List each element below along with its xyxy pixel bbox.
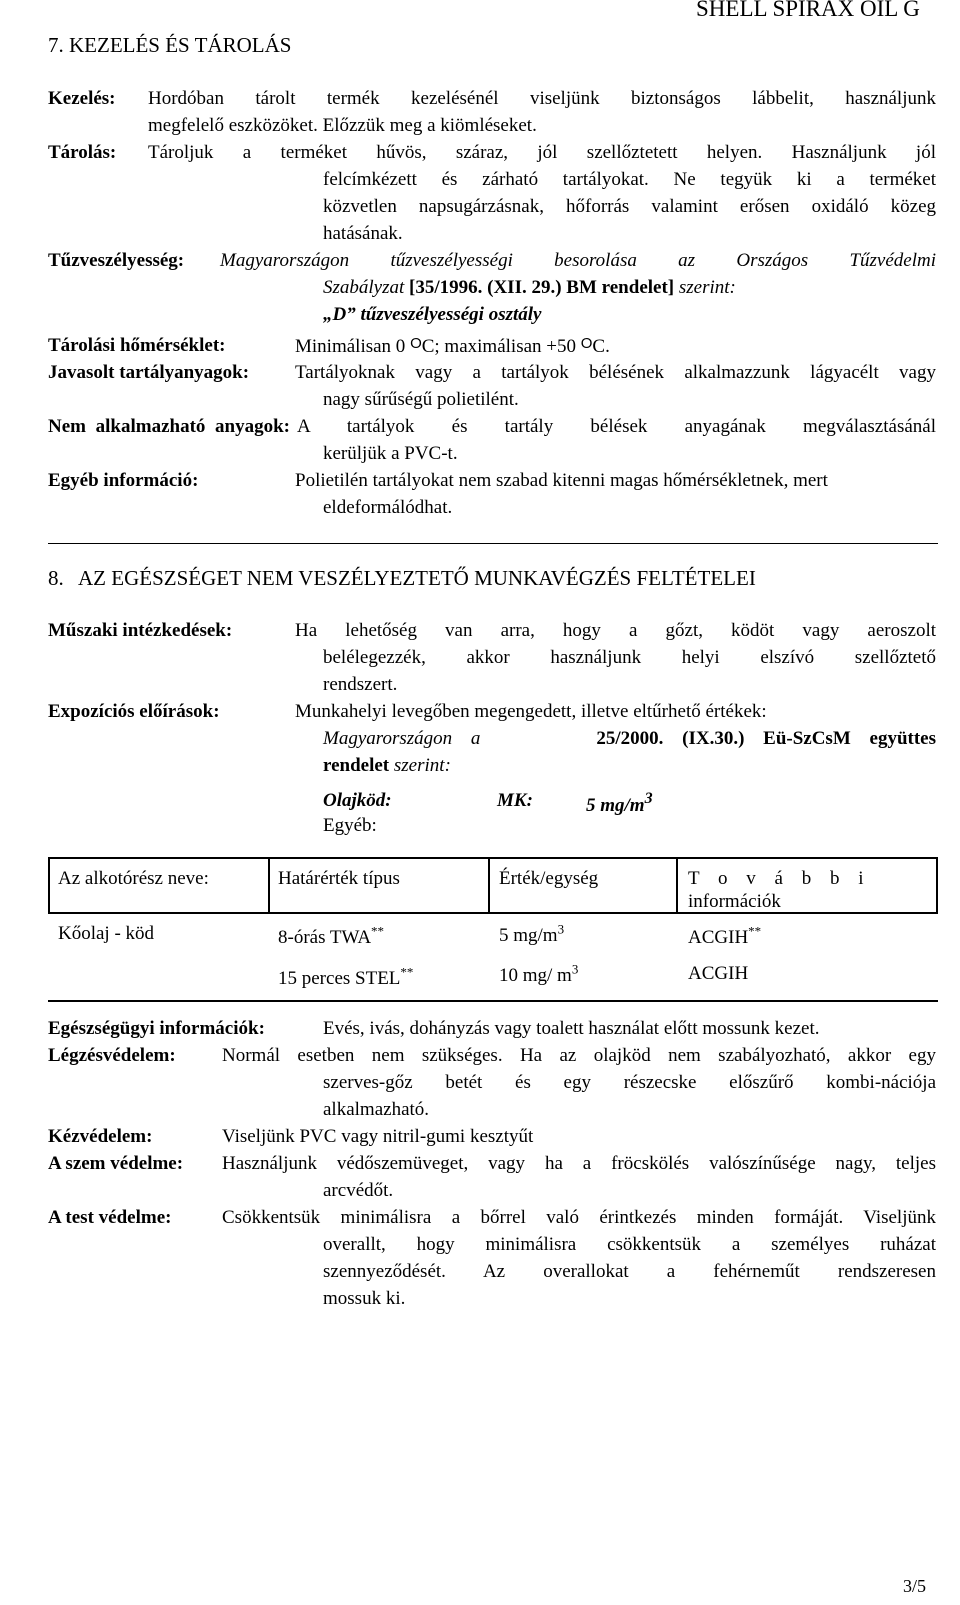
- cell-info: [688, 923, 762, 949]
- magyarorszagon-text: Magyarországon a: [323, 728, 481, 749]
- javasolt-line-2: nagy sűrűségű polietilént.: [323, 389, 519, 410]
- rendelet-number: 25/2000. (IX.30.) Eü-SzCsM együttes: [596, 728, 936, 749]
- olajkod-label: Olajköd:: [323, 790, 392, 811]
- javasolt-line-1: Tartályoknak vagy a tartályok bélésének alkalmazzunk lágyacélt vagy: [295, 362, 936, 383]
- kezeles-line-1: Hordóban tárolt termék kezelésénél viseljünk biztonságos lábbelit, használjunk: [148, 88, 936, 109]
- test-line-4: mossuk ki.: [323, 1288, 406, 1309]
- olajkod-exponent: 3: [644, 790, 653, 807]
- szerint-text: szerint:: [678, 277, 736, 298]
- egeszsegugyi-label: Egészségügyi információk:: [48, 1018, 265, 1039]
- legzes-line-1: Normál esetben nem szükséges. Ha az olajköd nem szabályozható, akkor egy: [222, 1045, 936, 1066]
- table-border-left: [48, 857, 50, 914]
- szerint-text-2: szerint:: [393, 755, 451, 776]
- test-line-1: Csökkentsük minimálisra a bőrrel való érintkezés minden formáját. Viseljünk: [222, 1207, 936, 1228]
- temp-unit: C.: [592, 336, 610, 357]
- table-border-right: [936, 857, 938, 914]
- egyeb-label: Egyéb információ:: [48, 470, 199, 491]
- kezeles-line-2: megfelelő eszközöket. Előzzük meg a kiömléseket.: [148, 115, 537, 136]
- legzes-label: Légzésvédelem:: [48, 1045, 176, 1066]
- cell-info-sup: **: [748, 923, 762, 939]
- table-col-divider-1: [268, 857, 270, 914]
- javasolt-label: Javasolt tartályanyagok:: [48, 362, 250, 383]
- szem-line-2: arcvédőt.: [323, 1180, 394, 1201]
- cell-limit-type-text: 15 perces STEL: [278, 968, 401, 989]
- nem-alkalmazhato-line-2: kerüljük a PVC-t.: [323, 443, 458, 464]
- table-header-info: T o v á b b i: [688, 868, 866, 889]
- egeszsegugyi-text: Evés, ivás, dohányzás vagy toalett használat előtt mossunk kezet.: [323, 1018, 820, 1039]
- cell-value: [499, 961, 579, 987]
- cell-info-text: ACGIH: [688, 927, 749, 948]
- cell-info: ACGIH: [688, 963, 749, 984]
- rendelet-text: rendelet: [323, 755, 390, 776]
- homerseklet-label: Tárolási hőmérséklet:: [48, 335, 226, 356]
- expozicios-label: Expozíciós előírások:: [48, 701, 220, 722]
- degree-symbol-1: O: [410, 335, 422, 352]
- cell-limit-type-sup: **: [371, 923, 385, 939]
- egyeb-label-8: Egyéb:: [323, 815, 377, 836]
- tarolas-label: Tárolás:: [48, 142, 117, 163]
- szem-line-1: Használjunk védőszemüveget, vagy ha a fröcskölés valószínűsége nagy, teljes: [222, 1153, 936, 1174]
- tarolas-line-3: közvetlen napsugárzásnak, hőforrás valamint erősen oxidáló közeg: [323, 196, 936, 217]
- egyeb-line-1: Polietilén tartályokat nem szabad kitenni magas hőmérsékletnek, mert: [295, 470, 828, 491]
- cell-value-sup: 3: [557, 921, 565, 937]
- muszaki-line-3: rendszert.: [323, 674, 398, 695]
- expozicios-line-1: Munkahelyi levegőben megengedett, illetve eltűrhető értékek:: [295, 701, 767, 722]
- kezeles-label: Kezelés:: [48, 88, 116, 109]
- olajkod-value: [586, 790, 653, 817]
- page-number: 3/5: [903, 1576, 927, 1596]
- egyeb-line-2: eldeformálódhat.: [323, 497, 453, 518]
- expozicios-line-2: [323, 728, 936, 750]
- nem-alkalmazhato-line-1: A tartályok és tartály bélések anyagának megválasztásánál: [297, 416, 936, 437]
- olajkod-value-text: 5 mg/m: [586, 795, 645, 816]
- nem-alkalmazhato-label: Nem alkalmazható anyagok:: [48, 416, 290, 437]
- kezvedelem-label: Kézvédelem:: [48, 1126, 153, 1147]
- table-col-divider-2: [488, 857, 490, 914]
- table-header-name: Az alkotórész neve:: [58, 868, 209, 889]
- test-label: A test védelme:: [48, 1207, 172, 1228]
- cell-value: [499, 921, 565, 947]
- test-line-2: overallt, hogy minimálisra csökkentsük a személyes ruházat: [323, 1234, 936, 1255]
- test-line-3: szennyeződését. Az overallokat a fehérneműt rendszeresen: [323, 1261, 936, 1282]
- muszaki-line-2: belélegezzék, akkor használjunk helyi elszívó szellőztető: [323, 647, 936, 668]
- cell-value-text: 5 mg/m: [499, 925, 558, 946]
- tarolas-line-2: felcímkézett és zárható tartályokat. Ne tegyük ki a terméket: [323, 169, 936, 190]
- fire-class: „D” tűzveszélyességi osztály: [323, 304, 542, 325]
- cell-limit-type: [278, 923, 385, 949]
- olajkod-mk: MK:: [497, 790, 533, 811]
- tuzveszelyesseg-line-2: [323, 277, 736, 299]
- rendelet-ref: [35/1996. (XII. 29.) BM rendelet]: [409, 277, 675, 298]
- cell-value-sup: 3: [571, 961, 579, 977]
- min-temp: Minimálisan 0: [295, 336, 411, 357]
- muszaki-label: Műszaki intézkedések:: [48, 620, 233, 641]
- tuzveszelyesseg-line-1: Magyarországon tűzveszélyességi besorolása az Országos Tűzvédelmi: [220, 250, 936, 271]
- product-name: SHELL SPIRAX OIL G: [696, 0, 920, 21]
- table-border-bottom: [48, 1000, 938, 1002]
- table-border-top: [48, 857, 938, 859]
- degree-symbol-2: O: [580, 335, 593, 352]
- table-header-value: Érték/egység: [499, 868, 599, 889]
- table-header-info-2: információk: [688, 891, 781, 912]
- legzes-line-3: alkalmazható.: [323, 1099, 430, 1120]
- section-divider: [48, 543, 938, 544]
- cell-limit-type: [278, 964, 414, 990]
- szem-label: A szem védelme:: [48, 1153, 184, 1174]
- cell-limit-type-sup: **: [400, 964, 414, 980]
- tuzveszelyesseg-label: Tűzveszélyesség:: [48, 250, 185, 271]
- cell-component-name: Kőolaj - köd: [58, 923, 155, 944]
- section-8-number: 8.: [48, 566, 64, 590]
- limits-table: [48, 857, 938, 1002]
- szabalyzat-text: Szabályzat: [323, 277, 405, 298]
- table-header-type: Határérték típus: [278, 868, 400, 889]
- table-header-divider: [48, 912, 938, 914]
- section-8-title: AZ EGÉSZSÉGET NEM VESZÉLYEZTETŐ MUNKAVÉGZÉS FELTÉTELEI: [78, 566, 756, 590]
- kezvedelem-text: Viseljünk PVC vagy nitril-gumi kesztyűt: [222, 1126, 534, 1147]
- cell-limit-type-text: 8-órás TWA: [278, 927, 372, 948]
- homerseklet-value: [295, 335, 610, 358]
- table-col-divider-3: [676, 857, 678, 914]
- legzes-line-2: szerves-gőz betét és egy részecske előszűrő kombi-nációja: [323, 1072, 936, 1093]
- max-temp: C; maximálisan +50: [421, 336, 581, 357]
- tarolas-line-4: hatásának.: [323, 223, 403, 244]
- expozicios-line-3: [323, 755, 451, 777]
- muszaki-line-1: Ha lehetőség van arra, hogy a gőzt, ködöt vagy aeroszolt: [295, 620, 936, 641]
- section-7-title: 7. KEZELÉS ÉS TÁROLÁS: [48, 33, 292, 57]
- tarolas-line-1: Tároljuk a terméket hűvös, száraz, jól szellőztetett helyen. Használjunk jól: [148, 142, 936, 163]
- cell-value-text: 10 mg/ m: [499, 965, 572, 986]
